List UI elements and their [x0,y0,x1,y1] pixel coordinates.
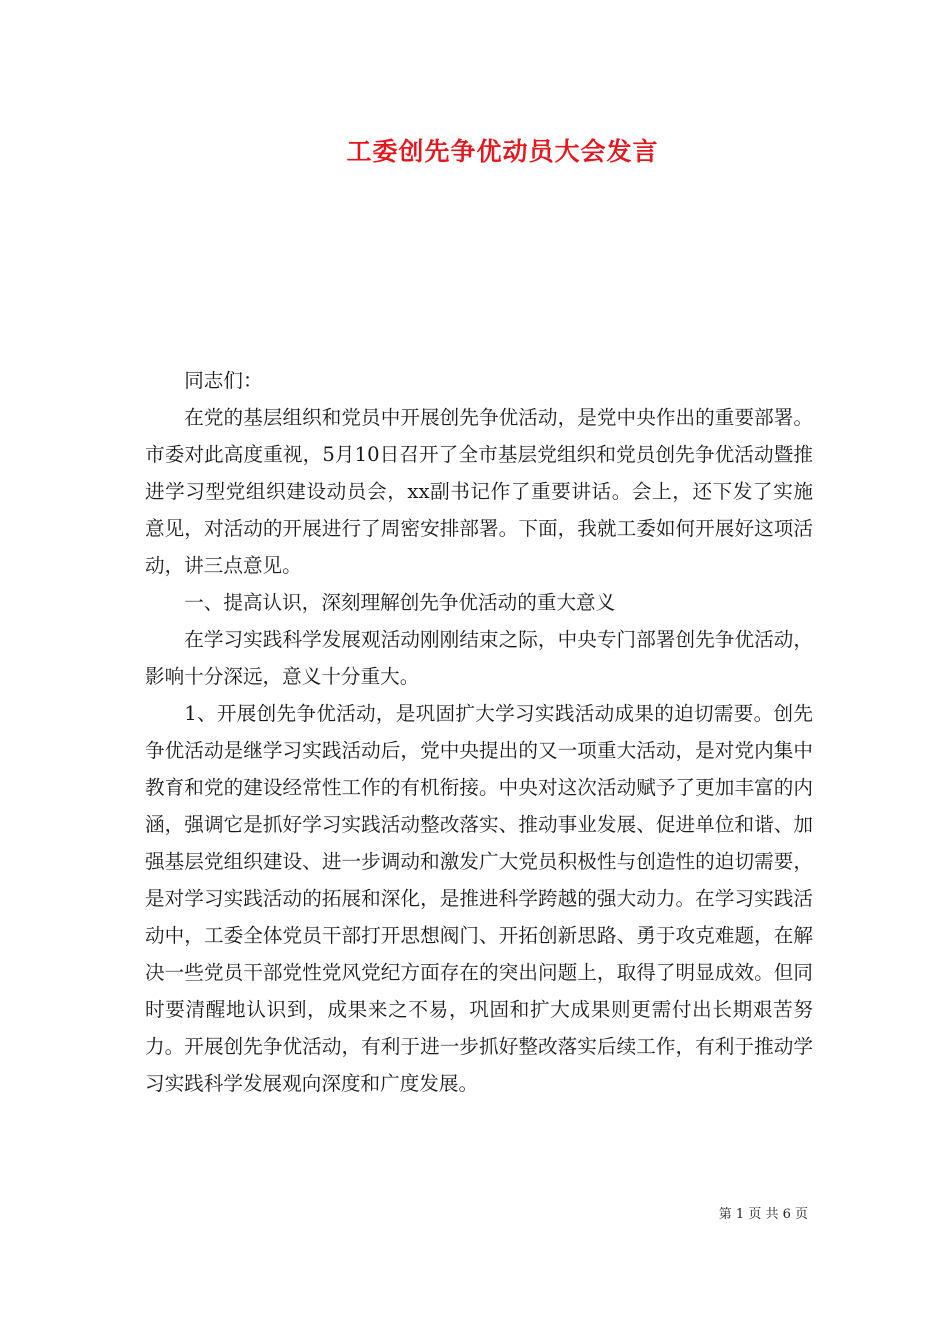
document-body [145,362,813,1102]
salutation: 同志们： [184,369,263,392]
paragraph-point-1: 1、开展创先争优活动，是巩固扩大学习实践活动成果的迫切需要。创先争优活动是继学习实践活动后，党中央提出的又一项重大活动，是对党内集中教育和党的建设经常性工作的有机衔接。中央对这次活动赋予了更加丰富的内涵，强调它是抓好学习实践活动整改落实、推动事业发展、促进单位和谐、加强基层党组织建设、进一步调动和激发广大党员积极性与创造性的迫切需要，是对学习实践活动的拓展和深化，是推进科学跨越的强大动力。在学习实践活动中，工委全体党员干部打开思想阀门、开拓创新思路、勇于攻克难题，在解决一些党员干部党性党风党纪方面存在的突出问题上，取得了明显成效。但同时要清醒地认识到，成果来之不易，巩固和扩大成果则更需付出长期艰苦努力。开展创先争优活动，有利于进一步抓好整改落实后续工作，有利于推动学习实践科学发展观向深度和广度发展。 [145,702,813,1095]
paragraph-section-1: 在学习实践科学发展观活动刚刚结束之际，中央专门部署创先争优活动，影响十分深远，意义十分重大。 [145,628,813,688]
paragraph-intro: 在党的基层组织和党员中开展创先争优活动，是党中央作出的重要部署。市委对此高度重视，5月10日召开了全市基层党组织和党员创先争优活动暨推进学习型党组织建设动员会，xx副书记作了重要讲话。会上，还下发了实施意见，对活动的开展进行了周密安排部署。下面，我就工委如何开展好这项活动，讲三点意见。 [145,406,813,577]
section-heading-1: 一、提高认识，深刻理解创先争优活动的重大意义 [184,591,616,614]
page-footer: 第 1 页 共 6 页 [718,1207,808,1222]
document-title: 工委创先争优动员大会发言 [346,137,659,166]
